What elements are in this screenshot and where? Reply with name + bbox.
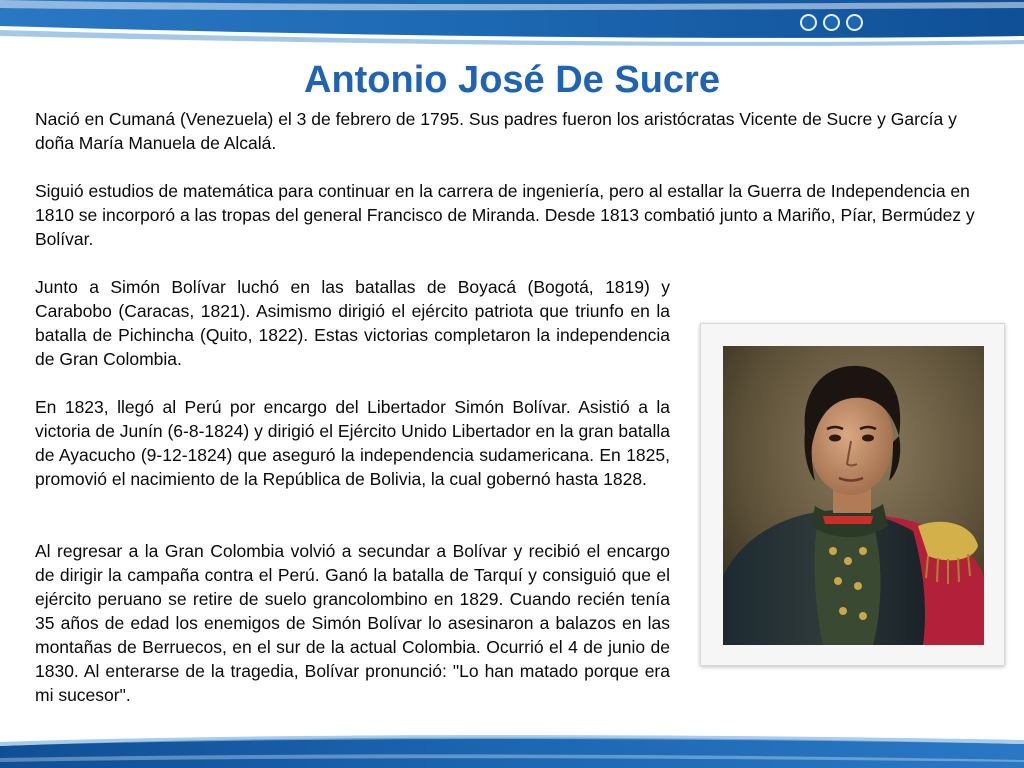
dot-icon	[846, 14, 863, 31]
paragraph-birth: Nació en Cumaná (Venezuela) el 3 de febrero de 1795. Sus padres fueron los aristócratas Vicente de Sucre y García y doña María Manuela de Alcalá.	[35, 109, 957, 153]
paragraph-peru: En 1823, llegó al Perú por encargo del Libertador Simón Bolívar. Asistió a la victoria de Junín (6-8-1824) y dirigió el Ejército Unido Libertador en la gran batalla de Ayacucho (9-12-1824) que aseguró la independencia sudamericana. En 1825, promovió el nacimiento de la República de Bolivia, la cual gobernó hasta 1828.	[35, 397, 670, 489]
slide-title: Antonio José De Sucre	[304, 59, 720, 101]
paragraph-death: Al regresar a la Gran Colombia volvió a secundar a Bolívar y recibió el encargo de dirigir la campaña contra el Perú. Ganó la batalla de Tarquí y consiguió que el ejército peruano se retire de suelo grancolombino en 1829. Cuando recién tenía 35 años de edad los enemigos de Simón Bolívar lo asesinaron a balazos en las montañas de Berruecos, en el sur de la actual Colombia. Ocurrió el 4 de junio de 1830. Al enterarse de la tragedia, Bolívar pronunció: "Lo han matado porque era mi sucesor".	[35, 541, 670, 705]
decorative-dots	[800, 14, 863, 31]
portrait-frame	[700, 323, 1005, 666]
portrait-image	[723, 346, 984, 645]
paragraph-battles: Junto a Simón Bolívar luchó en las batallas de Boyacá (Bogotá, 1819) y Carabobo (Caracas, 1821). Asimismo dirigió el ejército patriota que triunfo en la batalla de Pichincha (Quito, 1822). Estas victorias completaron la independencia de Gran Colombia.	[35, 277, 670, 369]
footer-wave-graphic	[0, 732, 1024, 768]
footer-band	[0, 732, 1024, 768]
dot-icon	[823, 14, 840, 31]
header-band	[0, 0, 1024, 48]
header-wave-graphic	[0, 0, 1024, 48]
paragraph-studies: Siguió estudios de matemática para continuar en la carrera de ingeniería, pero al estallar la Guerra de Independencia en 1810 se incorporó a las tropas del general Francisco de Miranda. Desde 1813 combatió junto a Mariño, Píar, Bermúdez y Bolívar.	[35, 181, 975, 249]
dot-icon	[800, 14, 817, 31]
